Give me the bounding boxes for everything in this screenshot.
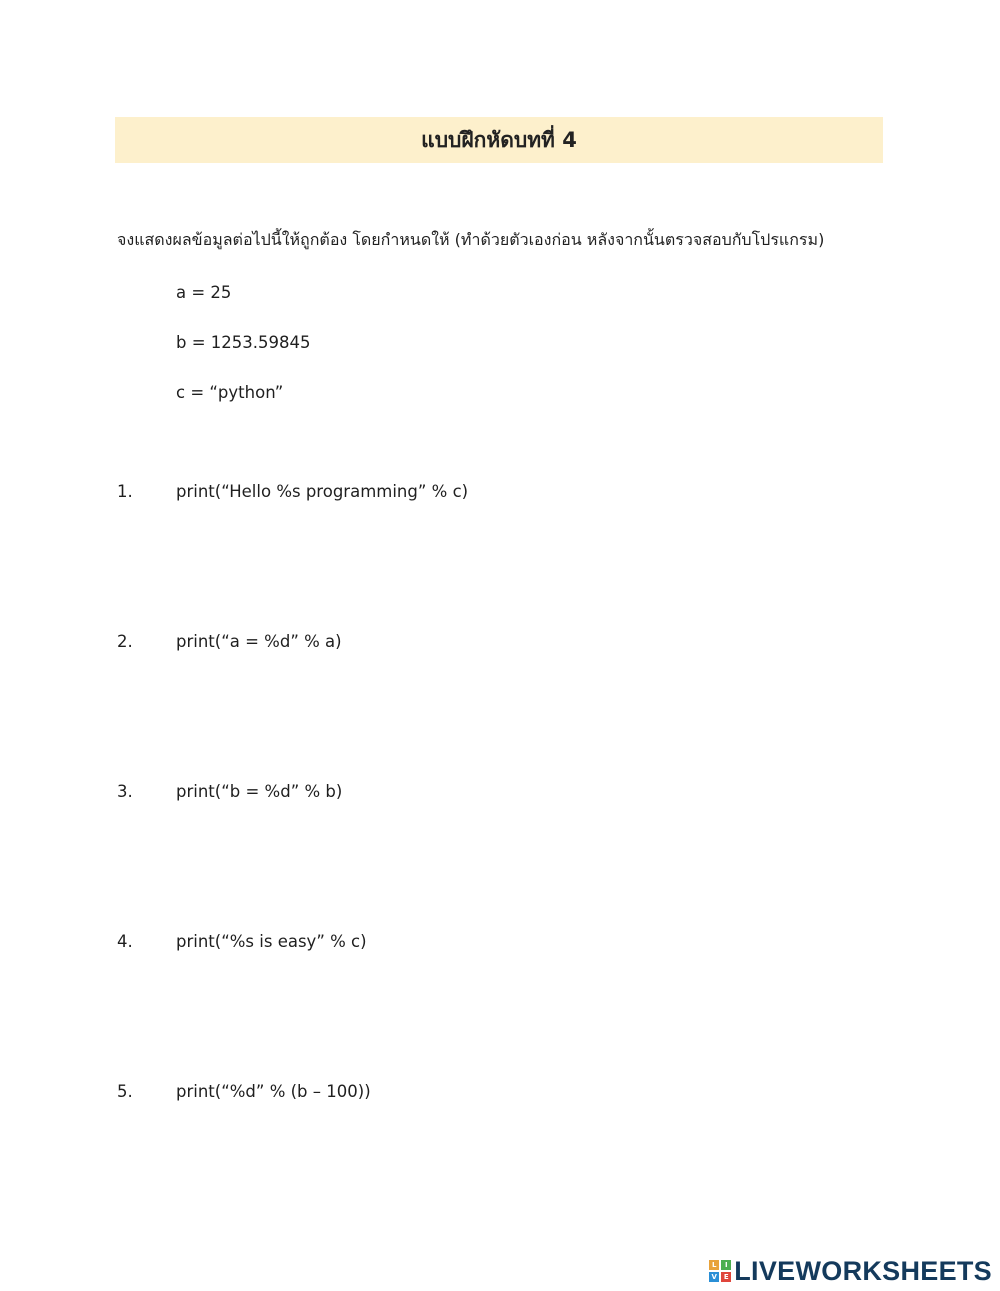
question-4-code: print(“%s is easy” % c) — [176, 932, 367, 951]
question-1-number: 1. — [117, 482, 133, 501]
question-4-number: 4. — [117, 932, 133, 951]
logo-block-v: V — [709, 1272, 719, 1282]
variable-b: b = 1253.59845 — [176, 333, 311, 352]
question-5-code: print(“%d” % (b – 100)) — [176, 1082, 371, 1101]
logo-block-l: L — [709, 1260, 719, 1270]
logo-block-i: I — [721, 1260, 731, 1270]
variable-a: a = 25 — [176, 283, 232, 302]
page-title: แบบฝึกหัดบทที่ 4 — [421, 127, 577, 152]
liveworksheets-logo — [709, 1255, 992, 1287]
question-3-number: 3. — [117, 782, 133, 801]
logo-block-e: E — [721, 1272, 731, 1282]
title-banner — [115, 117, 883, 163]
question-2-number: 2. — [117, 632, 133, 651]
logo-blocks-icon — [709, 1260, 731, 1282]
logo-text: LIVEWORKSHEETS — [734, 1255, 992, 1286]
question-2-code: print(“a = %d” % a) — [176, 632, 342, 651]
question-5-number: 5. — [117, 1082, 133, 1101]
question-3-code: print(“b = %d” % b) — [176, 782, 343, 801]
instruction-text: จงแสดงผลข้อมูลต่อไปนี้ให้ถูกต้อง โดยกำหนดให้ (ทำด้วยตัวเองก่อน หลังจากนั้นตรวจสอบกับโปรแกรม) — [117, 230, 825, 249]
variable-c: c = “python” — [176, 383, 284, 402]
question-1-code: print(“Hello %s programming” % c) — [176, 482, 469, 501]
